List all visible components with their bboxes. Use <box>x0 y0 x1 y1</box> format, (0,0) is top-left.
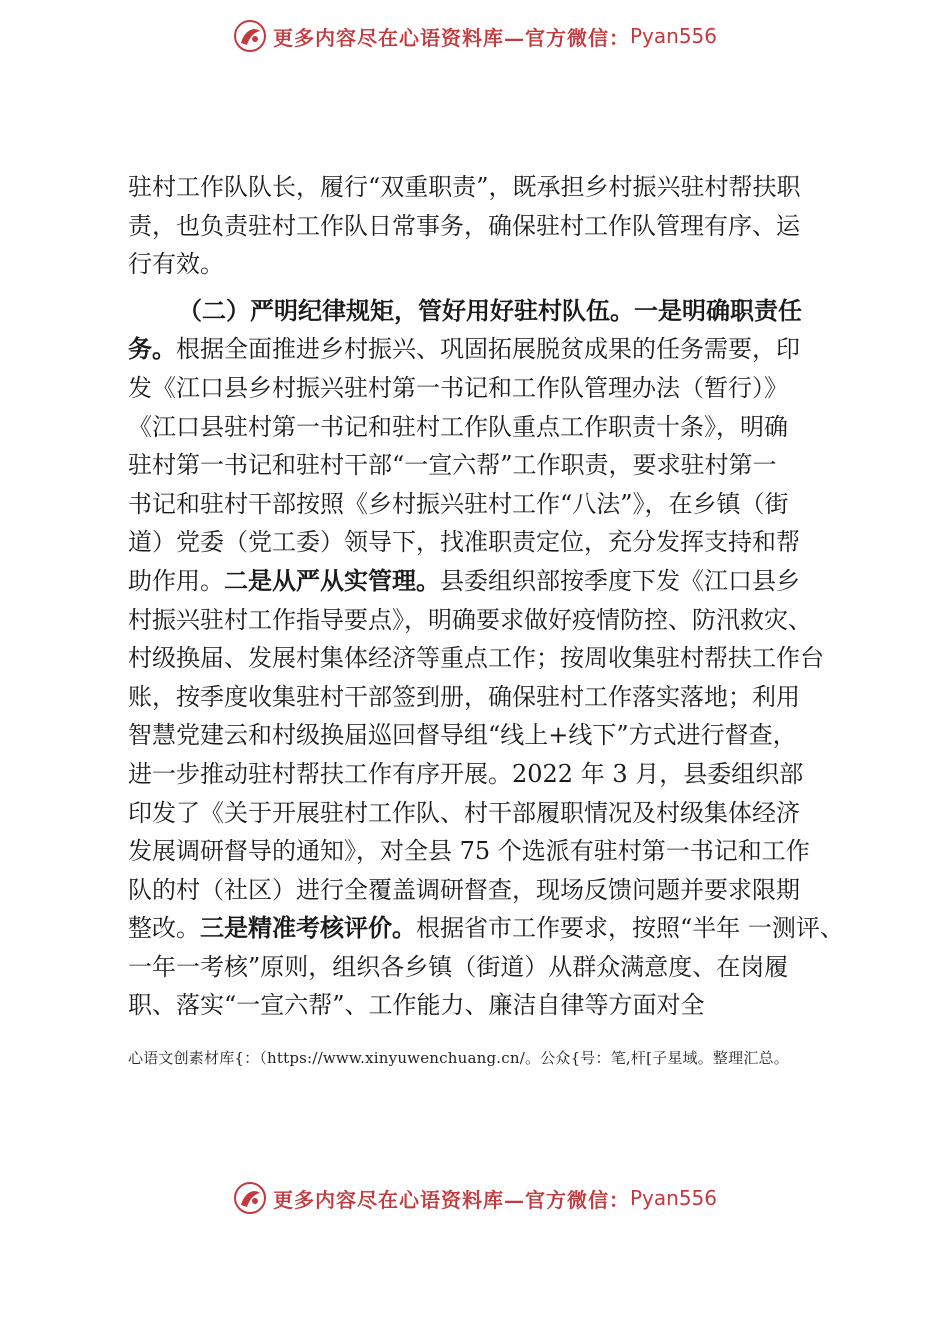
text-line: 驻村第一书记和驻村干部“一宣六帮”工作职责，要求驻村第一 <box>128 451 777 480</box>
text-line: 村级换届、发展村集体经济等重点工作；按周收集驻村帮扶工作台 <box>128 644 824 673</box>
text-segment: 根据全面推进乡村振兴、巩固拓展脱贫成果的任务需要，印 <box>176 335 800 364</box>
text-line: 一年一考核”原则，组织各乡镇（街道）从群众满意度、在岗履 <box>128 952 789 981</box>
bottom-banner <box>0 1178 950 1218</box>
text-line: 发展调研督导的通知》，对全县 75 个选派有驻村第一书记和工作 <box>128 837 810 866</box>
text-line: 行有效。 <box>128 250 224 279</box>
text-line: 书记和驻村干部按照《乡村振兴驻村工作“八法”》，在乡镇（街 <box>128 489 789 518</box>
text-segment: 整改。 <box>128 914 200 943</box>
text-line: 驻村工作队队长，履行“双重职责”，既承担乡村振兴驻村帮扶职 <box>128 173 801 201</box>
text-segment: 助作用。 <box>128 566 224 595</box>
text-line: 职、落实“一宣六帮”、工作能力、廉洁自律等方面对全 <box>128 991 705 1020</box>
text-line <box>128 330 843 369</box>
text-line: 村振兴驻村工作指导要点》，明确要求做好疫情防控、防汛救灾、 <box>128 605 812 634</box>
section-heading-line <box>128 292 843 331</box>
inline-heading: 务。 <box>128 335 176 364</box>
text-line: 队的村（社区）进行全覆盖调研督查，现场反馈问题并要求限期 <box>128 875 800 904</box>
inline-heading: 二是从严从实管理。 <box>224 566 440 595</box>
text-line: 《江口县驻村第一书记和驻村工作队重点工作职责十条》，明确 <box>128 412 788 441</box>
banner-wechat-id: Pyan556 <box>629 1186 717 1210</box>
section-heading: （二）严明纪律规矩，管好用好驻村队伍。一是明确职责任 <box>178 296 802 325</box>
text-line: 智慧党建云和村级换届巡回督导组“线上+线下”方式进行督查， <box>128 721 797 750</box>
banner-text: 更多内容尽在心语资料库—官方微信： <box>272 1187 630 1212</box>
text-segment: 县委组织部按季度下发《江口县乡 <box>440 566 800 595</box>
text-segment: 根据省市工作要求，按照“半年 一测评、 <box>416 914 844 943</box>
text-line: 道）党委（党工委）领导下，找准职责定位，充分发挥支持和帮 <box>128 528 800 557</box>
text-line: 责，也负责驻村工作队日常事务，确保驻村工作队管理有序、运 <box>128 211 800 240</box>
text-line: 发《江口县乡村振兴驻村第一书记和工作队管理办法（暂行）》 <box>128 373 788 402</box>
text-line: 印发了《关于开展驻村工作队、村干部履职情况及村级集体经济 <box>128 798 800 827</box>
text-line <box>128 909 843 948</box>
banner-text: 更多内容尽在心语资料库—官方微信： <box>272 25 630 50</box>
banner-wechat-id: Pyan556 <box>629 24 717 48</box>
source-note: 心语文创素材库{：（https://www.xinyuwenchuang.cn/。公众{号：笔,杆[子星域。整理汇总。 <box>128 1049 789 1067</box>
document-body <box>128 168 843 1025</box>
top-banner <box>0 16 950 56</box>
brand-logo-icon <box>233 19 267 53</box>
inline-heading: 三是精准考核评价。 <box>200 914 416 943</box>
text-line <box>128 562 843 601</box>
text-line: 进一步推动驻村帮扶工作有序开展。2022 年 3 月，县委组织部 <box>128 759 804 788</box>
brand-logo-icon <box>233 1181 267 1215</box>
text-line: 账，按季度收集驻村干部签到册，确保驻村工作落实落地；利用 <box>128 682 800 711</box>
